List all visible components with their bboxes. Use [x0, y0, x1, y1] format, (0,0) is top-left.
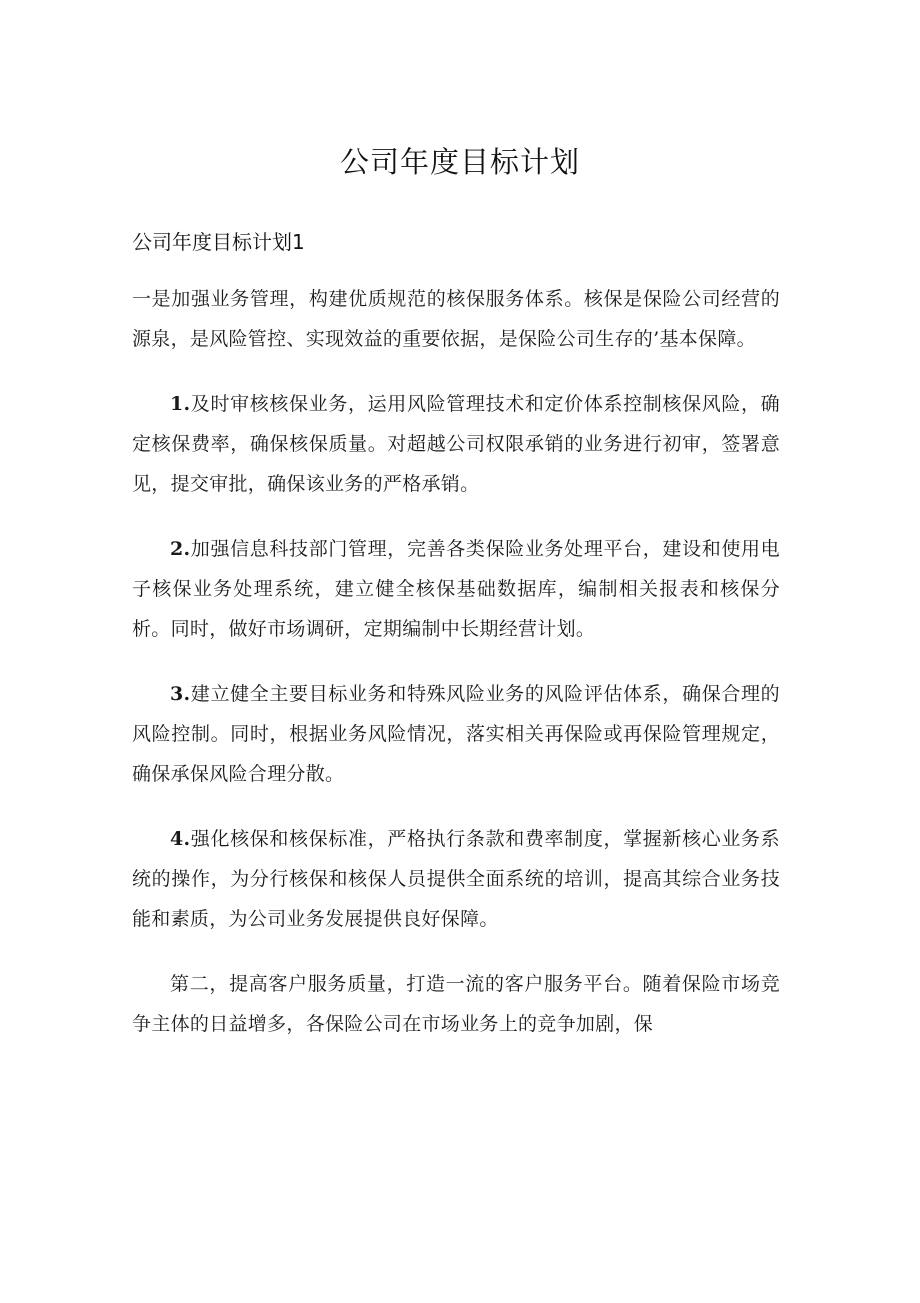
document-body — [132, 279, 780, 1069]
document-title: 公司年度目标计划 — [339, 145, 580, 179]
paragraph-item-3 — [132, 674, 780, 794]
paragraph-item-2 — [132, 529, 780, 649]
paragraph-item-4 — [132, 819, 780, 939]
paragraph-text: 一是加强业务管理，构建优质规范的核保服务体系。核保是保险公司经营的源泉，是风险管控、实现效益的重要依据，是保险公司生存的’基本保障。 — [132, 288, 780, 350]
section-heading: 公司年度目标计划1 — [132, 230, 305, 254]
paragraph-text: 强化核保和核保标准，严格执行条款和费率制度，掌握新核心业务系统的操作，为分行核保和核保人员提供全面系统的培训，提高其综合业务技能和素质，为公司业务发展提供良好保障。 — [132, 828, 780, 930]
paragraph-text: 建立健全主要目标业务和特殊风险业务的风险评估体系，确保合理的风险控制。同时，根据业务风险情况，落实相关再保险或再保险管理规定，确保承保风险合理分散。 — [132, 683, 780, 785]
paragraph-text: 加强信息科技部门管理，完善各类保险业务处理平台，建设和使用电子核保业务处理系统，建立健全核保基础数据库，编制相关报表和核保分析。同时，做好市场调研，定期编制中长期经营计划。 — [132, 538, 780, 640]
paragraph-second — [132, 964, 780, 1044]
paragraph-number: 1. — [170, 393, 191, 415]
paragraph-number: 4. — [170, 828, 191, 850]
paragraph-text: 第二，提高客户服务质量，打造一流的客户服务平台。随着保险市场竞争主体的日益增多，各保险公司在市场业务上的竞争加剧，保 — [132, 973, 780, 1035]
paragraph-number: 3. — [170, 683, 191, 705]
paragraph-item-1 — [132, 384, 780, 504]
paragraph-number: 2. — [170, 538, 191, 560]
paragraph-text: 及时审核核保业务，运用风险管理技术和定价体系控制核保风险，确定核保费率，确保核保质量。对超越公司权限承销的业务进行初审，签署意见，提交审批，确保该业务的严格承销。 — [132, 393, 780, 495]
paragraph-intro — [132, 279, 780, 359]
